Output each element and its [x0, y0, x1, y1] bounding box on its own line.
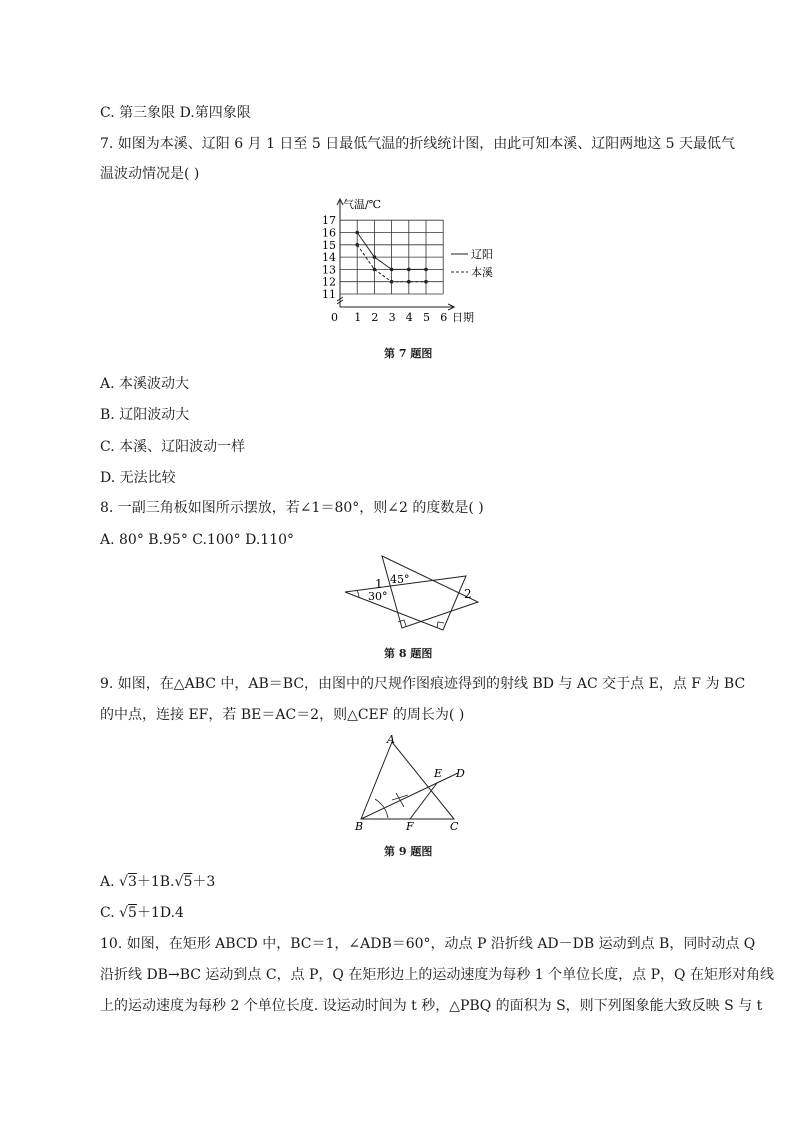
q9-option-b-post: ＋3	[192, 874, 216, 890]
data-point	[424, 280, 428, 284]
y-tick-label: 14	[322, 251, 336, 265]
q7-stem-line2: 温波动情况是( )	[100, 166, 200, 182]
sqrt-sign: √	[174, 874, 184, 890]
point-d-label: D	[456, 767, 465, 780]
construction-arc	[375, 799, 388, 818]
y-tick-label: 11	[322, 288, 336, 301]
data-point	[424, 268, 428, 272]
radicand-5: 5	[128, 905, 137, 921]
ray-bd	[361, 773, 458, 819]
triangle-abc	[361, 742, 454, 819]
data-point	[355, 243, 359, 247]
q10-line1: 10. 如图，在矩形 ABCD 中，BC＝1，∠ADB＝60°，动点 P 沿折线 AD－DB 运动到点 B，同时动点 Q	[100, 936, 756, 952]
q9-options-cd	[100, 903, 184, 923]
y-tick-label: 15	[322, 238, 336, 252]
segment-ef	[410, 783, 437, 819]
q7-option-b: B. 辽阳波动大	[100, 407, 190, 423]
x-tick-label: 2	[371, 311, 379, 324]
right-angle-mark	[398, 620, 406, 626]
data-point	[407, 280, 411, 284]
y-tick-label: 13	[322, 263, 336, 277]
q6-options-cd: C. 第三象限 D.第四象限	[100, 105, 251, 121]
point-e-label: E	[434, 767, 443, 780]
radicand-5: 5	[183, 874, 193, 890]
legend-liaoyang-label: 辽阳	[471, 248, 493, 261]
construction-mark-1	[392, 793, 408, 807]
sqrt-sign: √	[119, 905, 129, 921]
sqrt-sign: √	[119, 874, 128, 890]
chart-legend	[451, 248, 493, 279]
q7-option-d: D. 无法比较	[100, 470, 176, 486]
angle-45-label: 45°	[390, 573, 410, 586]
q8-options: A. 80° B.95° C.100° D.110°	[100, 532, 295, 548]
q7-line-chart	[318, 195, 508, 330]
origin-label: 0	[331, 311, 338, 324]
y-tick-label: 16	[322, 226, 336, 240]
radicand-3: 3	[127, 874, 137, 890]
q9-stem-line1: 9. 如图，在△ABC 中，AB＝BC，由图中的尺规作图痕迹得到的射线 BD 与 AC 交于点 E，点 F 为 BC	[100, 676, 746, 692]
point-a-label: A	[387, 733, 395, 746]
x-tick-label: 5	[423, 311, 430, 324]
chart-axes	[337, 199, 454, 310]
q8-triangle-figure	[340, 552, 480, 637]
angle-30-label: 30°	[368, 590, 388, 603]
angle-1-label: 1	[375, 577, 383, 591]
y-tick-label: 12	[322, 275, 336, 289]
point-c-label: C	[450, 820, 459, 833]
point-f-label: F	[406, 820, 414, 833]
q9-options-ab	[100, 872, 215, 892]
data-point	[407, 268, 411, 272]
data-point	[373, 268, 377, 272]
q9-stem-line2: 的中点，连接 EF，若 BE＝AC＝2，则△CEF 的周长为( )	[100, 707, 465, 723]
x-tick-label: 6	[440, 311, 448, 324]
legend-benxi-label: 本溪	[471, 266, 493, 279]
y-tick-label: 17	[322, 214, 336, 228]
q10-line2: 沿折线 DB→BC 运动到点 C，点 P，Q 在矩形边上的运动速度为每秒 1 个单位长度，点 P，Q 在矩形对角线	[100, 967, 774, 983]
q9-option-c-post: ＋1D.4	[136, 905, 184, 921]
q7-option-a: A. 本溪波动大	[100, 376, 190, 392]
q8-caption: 第 8 题图	[384, 647, 433, 660]
q9-option-a-prefix: A.	[100, 874, 120, 890]
q9-caption: 第 9 题图	[384, 845, 433, 858]
angle-2-label: 2	[464, 587, 472, 601]
q9-option-c-prefix: C.	[100, 905, 120, 921]
point-b-label: B	[355, 820, 364, 833]
x-axis-label: 日期	[452, 311, 474, 324]
q9-triangle-figure	[350, 732, 470, 834]
q7-stem-line1: 7. 如图为本溪、辽阳 6 月 1 日至 5 日最低气温的折线统计图，由此可知本溪、辽阳两地这 5 天最低气	[100, 136, 736, 152]
data-point	[390, 280, 394, 284]
y-axis-label: 气温/℃	[343, 198, 382, 211]
x-tick-label: 3	[388, 311, 396, 324]
q7-caption: 第 7 题图	[384, 347, 433, 360]
q8-stem: 8. 一副三角板如图所示摆放，若∠1＝80°，则∠2 的度数是( )	[100, 500, 484, 516]
q7-option-c: C. 本溪、辽阳波动一样	[100, 439, 246, 455]
right-angle-mark-2	[437, 622, 444, 628]
data-point	[355, 231, 359, 235]
x-tick-label: 4	[405, 311, 413, 324]
data-point	[390, 268, 394, 272]
q10-line3: 上的运动速度为每秒 2 个单位长度. 设运动时间为 t 秒，△PBQ 的面积为 S，则下列图象能大致反映 S 与 t	[100, 998, 763, 1014]
data-point	[373, 255, 377, 259]
q9-option-a-mid: ＋1B.	[136, 874, 175, 890]
x-tick-label: 1	[354, 311, 362, 324]
